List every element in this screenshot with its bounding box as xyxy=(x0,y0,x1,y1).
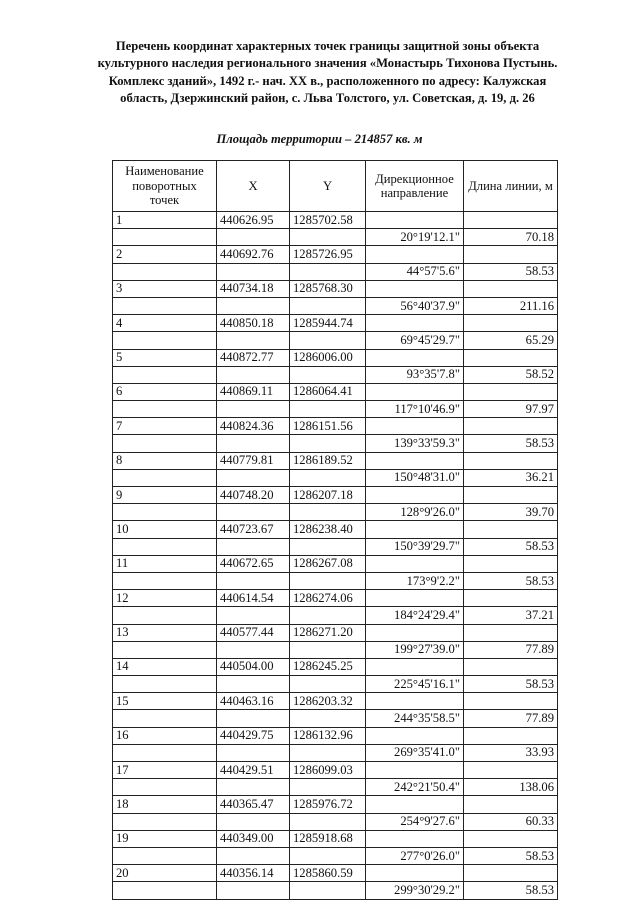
segment-direction: 150°48'31.0" xyxy=(366,469,464,486)
empty-cell xyxy=(217,469,290,486)
segment-direction: 254°9'27.6" xyxy=(366,813,464,830)
segment-direction: 117°10'46.9" xyxy=(366,401,464,418)
point-y: 1285918.68 xyxy=(290,830,366,847)
point-x: 440349.00 xyxy=(217,830,290,847)
point-y: 1286099.03 xyxy=(290,762,366,779)
segment-length: 77.89 xyxy=(464,641,558,658)
empty-cell xyxy=(113,435,217,452)
segment-direction: 244°35'58.5" xyxy=(366,710,464,727)
empty-cell xyxy=(464,487,558,504)
point-y: 1285726.95 xyxy=(290,246,366,263)
segment-length: 58.53 xyxy=(464,435,558,452)
title-line: Перечень координат характерных точек границы защитной зоны объекта xyxy=(115,39,540,53)
point-y: 1285860.59 xyxy=(290,865,366,882)
empty-cell xyxy=(290,607,366,624)
point-name: 9 xyxy=(113,487,217,504)
table-row xyxy=(113,263,558,280)
table-row xyxy=(113,401,558,418)
point-name: 12 xyxy=(113,590,217,607)
empty-cell xyxy=(290,641,366,658)
empty-cell xyxy=(290,435,366,452)
empty-cell xyxy=(464,624,558,641)
table-row xyxy=(113,590,558,607)
empty-cell xyxy=(217,435,290,452)
empty-cell xyxy=(113,847,217,864)
header-direction: Дирекционное направление xyxy=(366,161,464,212)
empty-cell xyxy=(217,710,290,727)
point-x: 440504.00 xyxy=(217,658,290,675)
empty-cell xyxy=(113,401,217,418)
table-row xyxy=(113,624,558,641)
empty-cell xyxy=(290,813,366,830)
empty-cell xyxy=(217,401,290,418)
point-y: 1286274.06 xyxy=(290,590,366,607)
empty-cell xyxy=(217,366,290,383)
table-row xyxy=(113,487,558,504)
empty-cell xyxy=(290,366,366,383)
segment-direction: 184°24'29.4" xyxy=(366,607,464,624)
empty-cell xyxy=(113,366,217,383)
segment-length: 37.21 xyxy=(464,607,558,624)
segment-length: 58.53 xyxy=(464,882,558,899)
point-y: 1286207.18 xyxy=(290,487,366,504)
empty-cell xyxy=(366,830,464,847)
segment-direction: 269°35'41.0" xyxy=(366,744,464,761)
empty-cell xyxy=(464,418,558,435)
empty-cell xyxy=(366,349,464,366)
empty-cell xyxy=(366,280,464,297)
empty-cell xyxy=(217,813,290,830)
table-row xyxy=(113,572,558,589)
empty-cell xyxy=(366,246,464,263)
segment-direction: 20°19'12.1" xyxy=(366,229,464,246)
table-row xyxy=(113,727,558,744)
empty-cell xyxy=(464,280,558,297)
header-x: X xyxy=(217,161,290,212)
empty-cell xyxy=(290,297,366,314)
point-name: 18 xyxy=(113,796,217,813)
empty-cell xyxy=(217,297,290,314)
segment-direction: 93°35'7.8" xyxy=(366,366,464,383)
point-name: 3 xyxy=(113,280,217,297)
segment-direction: 299°30'29.2" xyxy=(366,882,464,899)
table-row xyxy=(113,452,558,469)
empty-cell xyxy=(366,452,464,469)
point-y: 1286189.52 xyxy=(290,452,366,469)
point-name: 14 xyxy=(113,658,217,675)
empty-cell xyxy=(464,315,558,332)
empty-cell xyxy=(366,487,464,504)
table-row xyxy=(113,538,558,555)
document-title xyxy=(40,38,615,108)
table-row xyxy=(113,607,558,624)
empty-cell xyxy=(113,779,217,796)
point-name: 6 xyxy=(113,383,217,400)
table-row xyxy=(113,676,558,693)
empty-cell xyxy=(366,693,464,710)
empty-cell xyxy=(290,229,366,246)
segment-length: 36.21 xyxy=(464,469,558,486)
empty-cell xyxy=(113,263,217,280)
point-x: 440356.14 xyxy=(217,865,290,882)
empty-cell xyxy=(464,830,558,847)
point-y: 1285944.74 xyxy=(290,315,366,332)
empty-cell xyxy=(366,315,464,332)
point-y: 1286238.40 xyxy=(290,521,366,538)
empty-cell xyxy=(366,865,464,882)
point-x: 440692.76 xyxy=(217,246,290,263)
segment-direction: 277°0'26.0" xyxy=(366,847,464,864)
table-row xyxy=(113,796,558,813)
point-name: 1 xyxy=(113,212,217,229)
segment-direction: 173°9'2.2" xyxy=(366,572,464,589)
empty-cell xyxy=(366,383,464,400)
point-x: 440626.95 xyxy=(217,212,290,229)
empty-cell xyxy=(113,641,217,658)
empty-cell xyxy=(217,229,290,246)
empty-cell xyxy=(290,572,366,589)
segment-length: 70.18 xyxy=(464,229,558,246)
empty-cell xyxy=(464,212,558,229)
segment-length: 58.53 xyxy=(464,676,558,693)
table-row xyxy=(113,521,558,538)
segment-direction: 242°21'50.4" xyxy=(366,779,464,796)
empty-cell xyxy=(464,246,558,263)
point-name: 11 xyxy=(113,555,217,572)
empty-cell xyxy=(217,538,290,555)
empty-cell xyxy=(113,882,217,899)
point-y: 1285768.30 xyxy=(290,280,366,297)
table-row xyxy=(113,332,558,349)
point-name: 19 xyxy=(113,830,217,847)
table-row xyxy=(113,813,558,830)
segment-length: 33.93 xyxy=(464,744,558,761)
empty-cell xyxy=(290,401,366,418)
point-x: 440365.47 xyxy=(217,796,290,813)
point-x: 440429.75 xyxy=(217,727,290,744)
table-row xyxy=(113,383,558,400)
point-x: 440748.20 xyxy=(217,487,290,504)
table-row xyxy=(113,555,558,572)
table-row xyxy=(113,847,558,864)
empty-cell xyxy=(113,572,217,589)
point-name: 13 xyxy=(113,624,217,641)
empty-cell xyxy=(366,418,464,435)
empty-cell xyxy=(464,555,558,572)
empty-cell xyxy=(290,332,366,349)
table-header-row xyxy=(113,161,558,212)
empty-cell xyxy=(113,469,217,486)
table-body xyxy=(113,212,558,900)
point-x: 440824.36 xyxy=(217,418,290,435)
empty-cell xyxy=(366,658,464,675)
table-row xyxy=(113,658,558,675)
empty-cell xyxy=(464,727,558,744)
point-x: 440872.77 xyxy=(217,349,290,366)
point-y: 1285702.58 xyxy=(290,212,366,229)
table-row xyxy=(113,744,558,761)
title-line: культурного наследия регионального значения «Монастырь Тихонова Пустынь. xyxy=(97,56,558,71)
empty-cell xyxy=(464,349,558,366)
empty-cell xyxy=(464,658,558,675)
empty-cell xyxy=(217,607,290,624)
empty-cell xyxy=(113,229,217,246)
empty-cell xyxy=(464,452,558,469)
point-name: 4 xyxy=(113,315,217,332)
segment-direction: 56°40'37.9" xyxy=(366,297,464,314)
point-x: 440463.16 xyxy=(217,693,290,710)
empty-cell xyxy=(366,212,464,229)
empty-cell xyxy=(113,813,217,830)
table-row xyxy=(113,366,558,383)
empty-cell xyxy=(290,744,366,761)
point-x: 440723.67 xyxy=(217,521,290,538)
point-x: 440734.18 xyxy=(217,280,290,297)
empty-cell xyxy=(113,504,217,521)
empty-cell xyxy=(366,521,464,538)
empty-cell xyxy=(366,796,464,813)
segment-direction: 150°39'29.7" xyxy=(366,538,464,555)
title-line: область, Дзержинский район, с. Льва Толстого, ул. Советская, д. 19, д. 26 xyxy=(120,91,535,106)
empty-cell xyxy=(366,590,464,607)
point-y: 1286271.20 xyxy=(290,624,366,641)
empty-cell xyxy=(217,332,290,349)
empty-cell xyxy=(290,882,366,899)
point-x: 440850.18 xyxy=(217,315,290,332)
empty-cell xyxy=(217,779,290,796)
empty-cell xyxy=(290,538,366,555)
point-x: 440429.51 xyxy=(217,762,290,779)
empty-cell xyxy=(290,263,366,280)
table-row xyxy=(113,435,558,452)
point-name: 16 xyxy=(113,727,217,744)
territory-area: Площадь территории – 214857 кв. м xyxy=(216,132,423,146)
point-x: 440779.81 xyxy=(217,452,290,469)
coordinates-table xyxy=(112,160,558,900)
empty-cell xyxy=(290,676,366,693)
table-row xyxy=(113,297,558,314)
table-row xyxy=(113,882,558,899)
table-row xyxy=(113,246,558,263)
point-y: 1286151.56 xyxy=(290,418,366,435)
point-y: 1286132.96 xyxy=(290,727,366,744)
segment-length: 58.53 xyxy=(464,847,558,864)
point-y: 1286064.41 xyxy=(290,383,366,400)
header-point-name: Наименование поворотных точек xyxy=(113,161,217,212)
segment-direction: 44°57'5.6" xyxy=(366,263,464,280)
empty-cell xyxy=(290,779,366,796)
empty-cell xyxy=(290,847,366,864)
table-row xyxy=(113,830,558,847)
empty-cell xyxy=(464,796,558,813)
empty-cell xyxy=(113,676,217,693)
point-x: 440577.44 xyxy=(217,624,290,641)
point-name: 17 xyxy=(113,762,217,779)
empty-cell xyxy=(366,727,464,744)
empty-cell xyxy=(464,865,558,882)
table-row xyxy=(113,418,558,435)
segment-direction: 128°9'26.0" xyxy=(366,504,464,521)
empty-cell xyxy=(290,710,366,727)
empty-cell xyxy=(113,538,217,555)
point-name: 8 xyxy=(113,452,217,469)
table-row xyxy=(113,280,558,297)
empty-cell xyxy=(366,624,464,641)
empty-cell xyxy=(217,744,290,761)
segment-length: 58.52 xyxy=(464,366,558,383)
empty-cell xyxy=(217,572,290,589)
table-row xyxy=(113,865,558,882)
point-x: 440614.54 xyxy=(217,590,290,607)
segment-length: 39.70 xyxy=(464,504,558,521)
table-row xyxy=(113,779,558,796)
empty-cell xyxy=(366,555,464,572)
point-name: 15 xyxy=(113,693,217,710)
title-line: Комплекс зданий», 1492 г.- нач. XX в., расположенного по адресу: Калужская xyxy=(108,73,547,88)
table-row xyxy=(113,693,558,710)
empty-cell xyxy=(217,641,290,658)
table-row xyxy=(113,315,558,332)
segment-length: 77.89 xyxy=(464,710,558,727)
point-name: 10 xyxy=(113,521,217,538)
table-row xyxy=(113,469,558,486)
empty-cell xyxy=(464,521,558,538)
empty-cell xyxy=(290,469,366,486)
table-row xyxy=(113,504,558,521)
segment-direction: 199°27'39.0" xyxy=(366,641,464,658)
point-y: 1286245.25 xyxy=(290,658,366,675)
segment-direction: 69°45'29.7" xyxy=(366,332,464,349)
empty-cell xyxy=(113,607,217,624)
empty-cell xyxy=(217,504,290,521)
point-name: 7 xyxy=(113,418,217,435)
point-y: 1286203.32 xyxy=(290,693,366,710)
segment-length: 138.06 xyxy=(464,779,558,796)
table-row xyxy=(113,229,558,246)
segment-length: 60.33 xyxy=(464,813,558,830)
empty-cell xyxy=(217,847,290,864)
segment-length: 97.97 xyxy=(464,401,558,418)
empty-cell xyxy=(113,332,217,349)
table-row xyxy=(113,641,558,658)
empty-cell xyxy=(290,504,366,521)
empty-cell xyxy=(217,882,290,899)
empty-cell xyxy=(464,590,558,607)
empty-cell xyxy=(464,693,558,710)
empty-cell xyxy=(464,762,558,779)
segment-length: 58.53 xyxy=(464,538,558,555)
segment-length: 65.29 xyxy=(464,332,558,349)
segment-length: 58.53 xyxy=(464,572,558,589)
point-y: 1285976.72 xyxy=(290,796,366,813)
point-x: 440672.65 xyxy=(217,555,290,572)
segment-length: 211.16 xyxy=(464,297,558,314)
point-y: 1286006.00 xyxy=(290,349,366,366)
point-x: 440869.11 xyxy=(217,383,290,400)
point-y: 1286267.08 xyxy=(290,555,366,572)
header-y: Y xyxy=(290,161,366,212)
table-row xyxy=(113,349,558,366)
segment-direction: 225°45'16.1" xyxy=(366,676,464,693)
segment-direction: 139°33'59.3" xyxy=(366,435,464,452)
empty-cell xyxy=(217,676,290,693)
empty-cell xyxy=(113,710,217,727)
table-row xyxy=(113,710,558,727)
empty-cell xyxy=(366,762,464,779)
empty-cell xyxy=(113,297,217,314)
point-name: 2 xyxy=(113,246,217,263)
point-name: 5 xyxy=(113,349,217,366)
empty-cell xyxy=(464,383,558,400)
table-row xyxy=(113,212,558,229)
table-row xyxy=(113,762,558,779)
segment-length: 58.53 xyxy=(464,263,558,280)
header-length: Длина линии, м xyxy=(464,161,558,212)
point-name: 20 xyxy=(113,865,217,882)
empty-cell xyxy=(217,263,290,280)
empty-cell xyxy=(113,744,217,761)
